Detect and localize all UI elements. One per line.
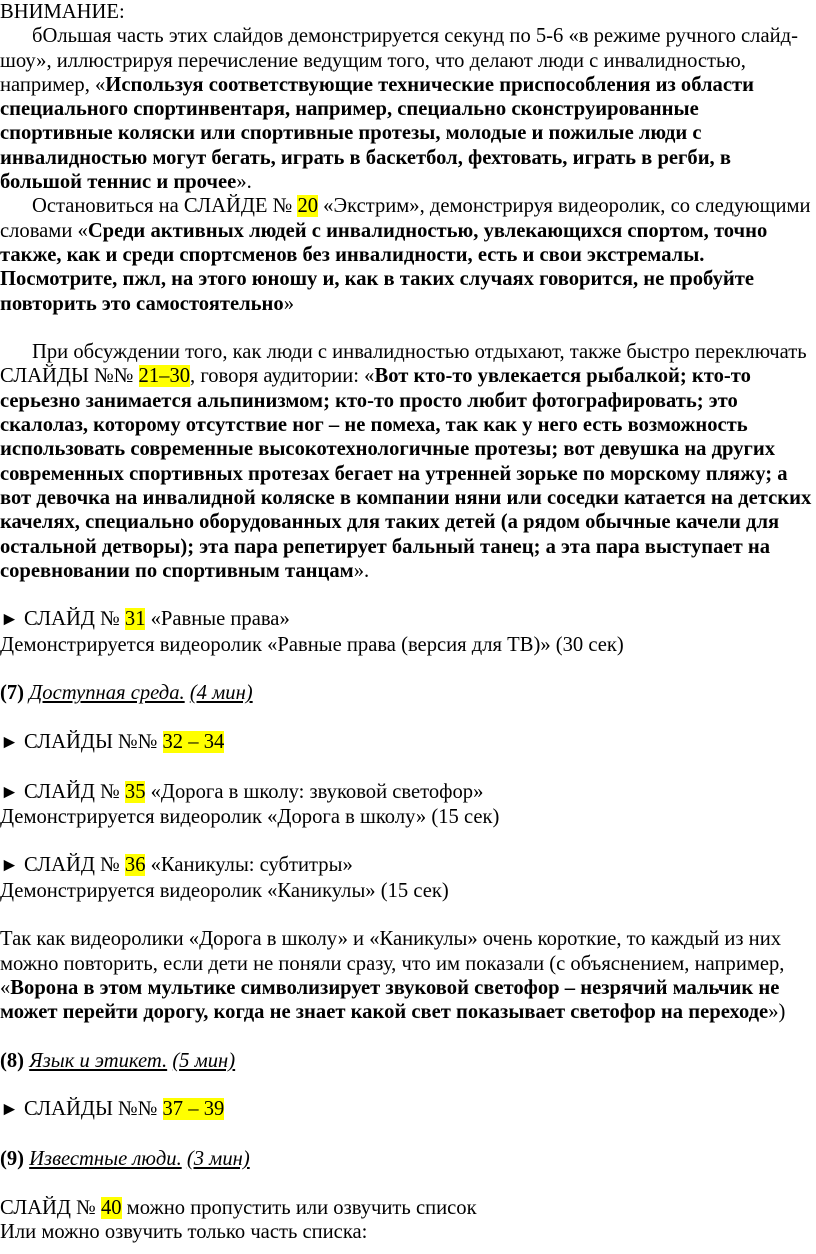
slide-number-highlight: 36	[124, 854, 146, 877]
slides-37-39-line: ► СЛАЙДЫ №№ 37 – 39	[0, 1098, 225, 1121]
slide-number-highlight: 40	[100, 1196, 122, 1219]
quoted-speech: Вот кто-то увлекается рыбалкой; кто-то серьезно занимается альпинизмом; кто-то просто любит фотографировать; это скалолаз, которому отсутствие ног – не помеха, так как у него есть возможность использовать современные высокотехнологичные протезы; вот девушка на других современных спортивных протезах бегает на утренней зорьке по морскому пляжу; а вот девочка на инвалидной коляске в компании няни или соседки катается на детских качелях, специально оборудованных для таких детей (а рядом обычные качели для остальной детворы); эта пара репетирует бальный танец; а эта пара выступает на соревновании по спортивным танцам	[0, 365, 812, 582]
slide-number-highlight: 20	[297, 195, 319, 218]
attention-heading: ВНИМАНИЕ:	[0, 1, 125, 23]
slide-31-line: ► СЛАЙД № 31 «Равные права»	[0, 608, 290, 631]
triangle-bullet-icon: ►	[0, 609, 19, 631]
quoted-speech: Ворона в этом мультике символизирует звуковой светофор – незрячий мальчик не может перейти дорогу, когда не знает какой свет показывает светофор на переходе	[0, 976, 780, 1024]
quoted-speech: Используя соответствующие технические приспособления из области специального спортинвентаря, например, специально сконструированные спортивные коляски или спортивные протезы, молодые и пожилые люди с инвалидностью могут бегать, играть в баскетбол, фехтовать, играть в регби, в большой теннис и прочее	[0, 73, 754, 194]
paragraph-repeat-videos: Так как видеоролики «Дорога в школу» и «Каникулы» очень короткие, то каждый из них можно повторить, если дети не поняли сразу, что им показали (с объяснением, например, «Ворона в этом мультике символизирует звуковой светофор – незрячий мальчик не может перейти дорогу, когда не знает какой свет показывает светофор на переходе»)	[0, 928, 786, 1024]
slide-36-line: ► СЛАЙД № 36 «Каникулы: субтитры»	[0, 854, 353, 877]
paragraph-slide-20: Остановиться на СЛАЙДЕ № 20 «Экстрим», демонстрируя видеоролик, со следующими словами «Среди активных людей с инвалидностью, увлекающихся спортом, точно также, как и среди спортсменов без инвалидности, есть и свои экстремалы. Посмотрите, пжл, на этого юношу и, как в таких случаях говорится, не пробуйте повторить это самостоятельно»	[0, 195, 811, 315]
triangle-bullet-icon: ►	[0, 1099, 19, 1121]
slide-40-line: СЛАЙД № 40 можно пропустить или озвучить список	[0, 1196, 477, 1219]
paragraph-slides-intro: бОльшая часть этих слайдов демонстрируется секунд по 5-6 «в режиме ручного слайд-шоу», иллюстрируя перечисление ведущим того, что делают люди с инвалидностью, например, «Используя соответствующие технические приспособления из области специального спортинвентаря, например, специально сконструированные спортивные коляски или спортивные протезы, молодые и пожилые люди с инвалидностью могут бегать, играть в баскетбол, фехтовать, играть в регби, в большой теннис и прочее».	[0, 25, 798, 194]
section-9-heading: (9) Известные люди. (3 мин)	[0, 1147, 250, 1170]
slide-number-highlight: 37 – 39	[162, 1098, 225, 1121]
triangle-bullet-icon: ►	[0, 855, 19, 877]
slide-40-note: Или можно озвучить только часть списка:	[0, 1220, 368, 1243]
paragraph-slides-21-30: При обсуждении того, как люди с инвалидностью отдыхают, также быстро переключать СЛАЙДЫ №№ 21–30, говоря аудитории: «Вот кто-то увлекается рыбалкой; кто-то серьезно занимается альпинизмом; кто-то просто любит фотографировать; это скалолаз, которому отсутствие ног – не помеха, так как у него есть возможность использовать современные высокотехнологичные протезы; вот девушка на других современных спортивных протезах бегает на утренней зорьке по морскому пляжу; а вот девочка на инвалидной коляске в компании няни или соседки катается на детских качелях, специально оборудованных для таких детей (а рядом обычные качели для остальной детворы); эта пара репетирует бальный танец; а эта пара выступает на соревновании по спортивным танцам».	[0, 341, 812, 582]
slide-number-highlight: 35	[124, 780, 146, 803]
slide-number-highlight: 31	[124, 608, 146, 631]
slides-32-34-line: ► СЛАЙДЫ №№ 32 – 34	[0, 730, 225, 753]
quoted-speech: Среди активных людей с инвалидностью, увлекающихся спортом, точно также, как и среди спортсменов без инвалидности, есть и свои экстремалы. Посмотрите, пжл, на этого юношу и, как в таких случаях говорится, не пробуйте повторить это самостоятельно	[0, 219, 768, 315]
triangle-bullet-icon: ►	[0, 781, 19, 803]
slide-35-video-note: Демонстрируется видеоролик «Дорога в школу» (15 сек)	[0, 805, 500, 828]
section-7-heading: (7) Доступная среда. (4 мин)	[0, 682, 253, 705]
triangle-bullet-icon: ►	[0, 731, 19, 753]
slide-35-line: ► СЛАЙД № 35 «Дорога в школу: звуковой светофор»	[0, 780, 484, 803]
slide-number-highlight: 21–30	[138, 365, 191, 388]
slide-36-video-note: Демонстрируется видеоролик «Каникулы» (15 сек)	[0, 879, 449, 902]
slide-31-video-note: Демонстрируется видеоролик «Равные права (версия для ТВ)» (30 сек)	[0, 633, 624, 656]
section-8-heading: (8) Язык и этикет. (5 мин)	[0, 1049, 236, 1072]
slide-number-highlight: 32 – 34	[162, 730, 225, 753]
